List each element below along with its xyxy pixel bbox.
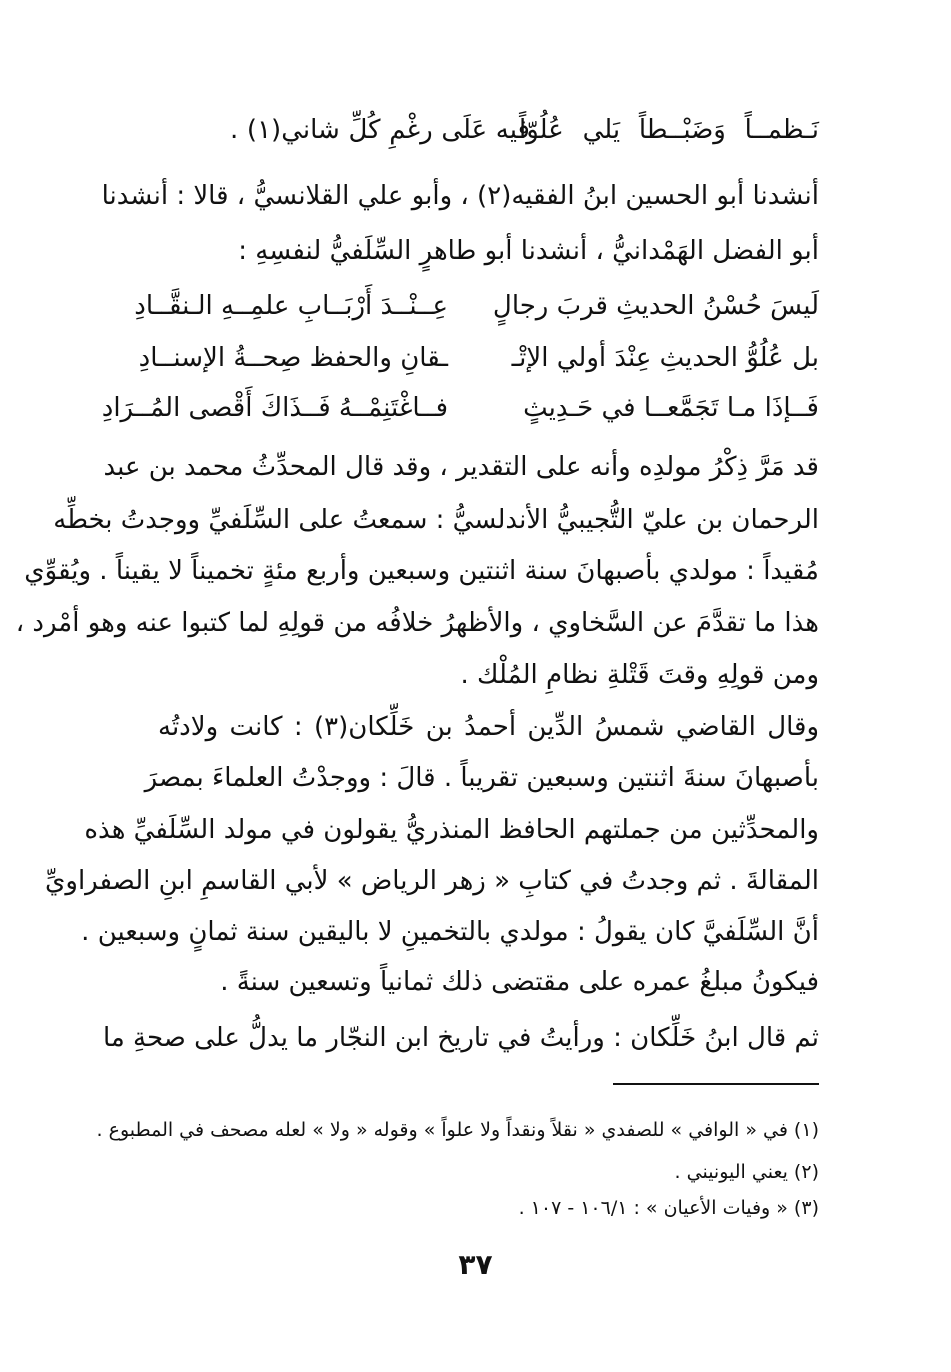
paragraph-3-line-1: وقال القاضي شمسُ الدِّين أحمدُ بن خَلِّكان(٣) : كانت ولادتُه xyxy=(158,712,819,742)
footnote-2: (٢) يعني اليونيني . xyxy=(674,1161,819,1183)
verse-row xyxy=(138,336,819,380)
paragraph-3-line-2: بأصبهانَ سنةَ اثنتين وسبعين تقريباً . قالَ : ووجدْتُ العلماءَ بمصرَ xyxy=(144,763,819,793)
verse-first-hemistich: فَــإذَا مـا تَجَمَّعــا في حَـدِيثٍ xyxy=(523,393,819,423)
top-verse-first-hemistich: نَـظمــاً وَضَبْــطاً يَلي عُلُوّاً xyxy=(519,115,819,145)
verse-second-hemistich: عِــنْــدَ أَرْبَــابِ علمِــهِ الـنقَّــادِ xyxy=(134,291,448,321)
paragraph-1-line-1: أنشدنا أبو الحسين ابنُ الفقيه(٢) ، وأبو علي القلانسيُّ ، قالا : أنشدنا xyxy=(101,181,819,211)
paragraph-1-line-2: أبو الفضل الهَمْدانيُّ ، أنشدنا أبو طاهرٍ السِّلَفيُّ لنفسِهِ : xyxy=(238,236,819,266)
paragraph-4-line-1: ثم قال ابنُ خَلِّكان : ورأيتُ في تاريخ ابن النجّار ما يدلُّ على صحةِ ما xyxy=(102,1023,819,1053)
verse-first-hemistich: لَيسَ حُسْنُ الحديثِ قربَ رجالٍ xyxy=(492,291,819,321)
verse-second-hemistich: فــاغْتَنِمْــهُ فَــذَاكَ أَقْصى المُــرَادِ xyxy=(101,393,448,423)
paragraph-2-line-1: قد مَرَّ ذِكْرُ مولدِه وأنه على التقدير ، وقد قال المحدِّثُ محمد بن عبد xyxy=(103,452,819,482)
paragraph-2-line-4: هذا ما تقدَّمَ عن السَّخاوي ، والأظهرُ خلافُه من قولِهِ لما كتبوا عنه وهو أمْرد ، xyxy=(15,608,819,638)
footnote-3: (٣) « وفيات الأعيان » : ١٠٦/١ - ١٠٧ . xyxy=(518,1197,819,1219)
paragraph-3-line-6: فيكونُ مبلغُ عمره على مقتضى ذلك ثمانياً وتسعين سنةً . xyxy=(220,967,819,997)
paragraph-2-line-5: ومن قولِهِ وقتَ قَتْلةِ نظامِ المُلْك . xyxy=(460,660,819,690)
paragraph-2-line-2: الرحمان بن عليّ التُّجيبيُّ الأندلسيُّ : سمعتُ على السِّلَفيِّ ووجدتُ بخطِّه xyxy=(53,505,819,535)
paragraph-2-line-3: مُقيداً : مولدي بأصبهانَ سنة اثنتين وسبعين وأربع مئةٍ تخميناً لا يقيناً . ويُقوِّي xyxy=(24,556,819,586)
page-number: ٣٧ xyxy=(458,1248,493,1281)
footnote-divider xyxy=(613,1083,819,1085)
paragraph-3-line-5: أنَّ السِّلَفيَّ كان يقولُ : مولدي بالتخمينِ لا باليقين سنة ثمانٍ وسبعين . xyxy=(81,917,819,947)
paragraph-3-line-3: والمحدِّثين من جملتهم الحافظ المنذريُّ يقولون في مولد السِّلَفيِّ هذه xyxy=(84,815,819,845)
verse-first-hemistich: بل عُلُوُّ الحديثِ عِنْدَ أولي الإتْـ xyxy=(511,343,819,373)
verse-second-hemistich: ـقانِ والحفظ صِحــةُ الإسنــادِ xyxy=(138,343,448,373)
verse-row xyxy=(134,284,819,328)
verse-row xyxy=(101,386,819,430)
top-verse-second-hemistich: فيه عَلَى رغْمِ كُلِّ شاني(١) . xyxy=(230,115,530,145)
footnote-1: (١) في « الوافي » للصفدي « نقلاً ونقداً ولا علواً » وقوله « ولا » لعله مصحف في المطبوع . xyxy=(96,1119,819,1141)
paragraph-3-line-4: المقالةَ . ثم وجدتُ في كتابِ « زهر الرياض » لأبي القاسمِ ابنِ الصفراويِّ xyxy=(45,866,819,896)
